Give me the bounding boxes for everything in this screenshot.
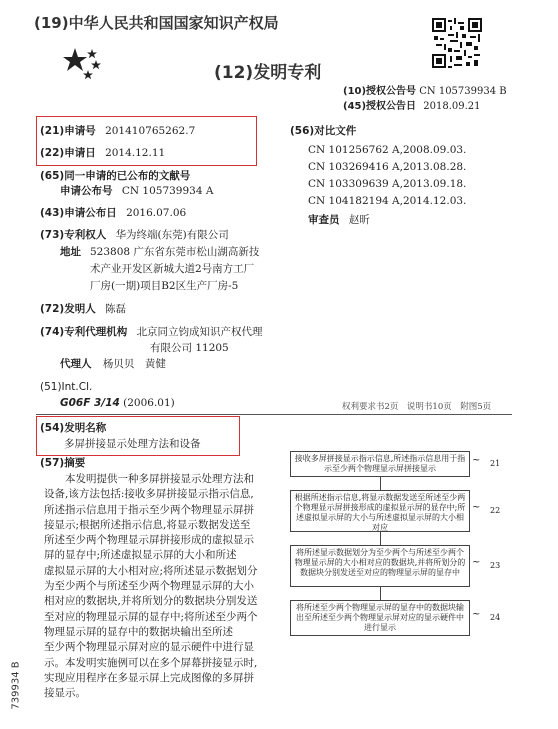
flow-step: 将所述至少两个物理显示屏的显存中的数据块输出至所述至少两个物理显示屏对应的显示硬件中进行显示 (290, 600, 470, 636)
agency-line: 有限公司 11205 (150, 342, 229, 354)
abstract-label: (57)摘要 (40, 457, 86, 469)
flow-connector: ~ (472, 455, 481, 466)
inventor-row (40, 302, 126, 316)
application-date: 2014.12.11 (105, 147, 166, 159)
invention-title: 多屏拼接显示处理方法和设备 (64, 438, 201, 450)
examiner-label: 审查员 (308, 214, 340, 226)
address-label: 地址 (60, 246, 81, 258)
abstract-line: 本发明提供一种多屏拼接显示处理方法和 (44, 473, 254, 485)
abstract-line: 屏的显存中;所述虚拟显示屏的大小和所述 (44, 549, 237, 562)
publication-number-label: 申请公布号 (60, 185, 113, 197)
application-number: 201410765262.7 (105, 125, 196, 137)
flow-connector: ~ (472, 609, 481, 620)
grant-date: 2018.09.21 (423, 101, 481, 112)
document-type: (12)发明专利 (214, 63, 322, 83)
abstract-line: 设备,该方法包括:接收多屏拼接显示指示信息, (44, 488, 254, 501)
inventor: 陈磊 (105, 303, 127, 315)
flow-step-number: 24 (490, 613, 501, 622)
qr-code-icon (432, 18, 482, 68)
patentee: 华为终端(东莞)有限公司 (115, 229, 229, 241)
publication-date-label: (43)申请公布日 (40, 207, 117, 219)
reference-item: CN 103309639 A,2013.09.18. (308, 178, 467, 190)
abstract-text (44, 472, 258, 701)
references-label: (56)对比文件 (290, 125, 357, 137)
publication-number: CN 105739934 A (121, 185, 214, 197)
examiner-row (308, 213, 370, 227)
agency-label: (74)专利代理机构 (40, 326, 128, 338)
abstract-line: 物理显示屏的显存中的数据块输出至所述 (44, 625, 233, 638)
abstract-line: 至少两个物理显示屏对应的显示硬件中进行显 (44, 641, 254, 654)
flow-step-number: 23 (490, 561, 501, 570)
agent-row (60, 357, 166, 371)
reference-item: CN 104182194 A,2014.12.03. (308, 195, 467, 207)
publication-date: 2016.07.06 (126, 207, 187, 219)
flow-step: 根据所述指示信息,将显示数据发送至所述至少两个物理显示屏拼接形成的虚拟显示屏的显存中;所述虚拟显示屏的大小与所述虚拟显示屏的大小相对应 (290, 490, 470, 532)
reference-item: CN 103269416 A,2013.08.28. (308, 161, 467, 173)
abstract-line: 所述指示信息用于指示至少两个物理显示屏拼 (44, 503, 254, 516)
national-emblem-stars-icon (62, 44, 102, 84)
flow-connector: ~ (472, 502, 481, 513)
flow-step-number: 22 (490, 506, 501, 515)
highlight-application-box (36, 116, 257, 166)
address-line: 术产业开发区新城大道2号南方工厂 (90, 263, 255, 275)
int-cl-code: G06F 3/14 (60, 397, 120, 409)
flow-arrow (380, 532, 381, 545)
reference-item: CN 101256762 A,2008.09.03. (308, 144, 467, 156)
publication-date-row (40, 206, 186, 220)
abstract-line: 所述至少两个物理显示屏拼接形成的虚拟显示 (44, 534, 254, 547)
address-line: 523808 广东省东莞市松山湖高新技 (90, 246, 260, 258)
inventor-label: (72)发明人 (40, 303, 96, 315)
application-number-label: (21)申请号 (40, 125, 96, 137)
grant-date-row (343, 100, 481, 114)
title-label: (54)发明名称 (40, 422, 107, 434)
publication-heading: (65)同一申请的已公布的文献号 (40, 170, 191, 182)
page-count: 权利要求书2页 说明书10页 附图5页 (342, 402, 492, 412)
flow-step-number: 21 (490, 459, 501, 468)
patentee-row (40, 228, 229, 242)
flow-arrow (380, 587, 381, 600)
abstract-line: 示。本发明实施例可以在多个屏幕拼接显示时, (44, 656, 258, 669)
int-cl-row (60, 396, 175, 410)
flow-step: 接收多屏拼接显示指示信息,所述指示信息用于指示至少两个物理显示屏拼接显示 (290, 451, 470, 477)
grant-date-label: (45)授权公告日 (343, 101, 417, 112)
examiner: 赵昕 (348, 214, 370, 226)
grant-number-label: (10)授权公告号 (343, 86, 417, 97)
flow-connector: ~ (472, 557, 481, 568)
abstract-line: 虚拟显示屏的大小相对应;将所述显示数据划分 (44, 564, 258, 577)
flow-arrow (380, 477, 381, 490)
abstract-line: 至对应的物理显示屏的显存中;将所述至少两个 (44, 610, 258, 623)
int-cl-year: (2006.01) (123, 397, 175, 409)
office-name: (19)中华人民共和国国家知识产权局 (34, 14, 279, 32)
agent-label: 代理人 (60, 358, 92, 370)
agent: 杨贝贝 黄健 (102, 358, 166, 370)
abstract-line: 接显示;根据所述指示信息,将显示数据发送至 (44, 518, 251, 531)
abstract-line: 相对应的数据块,并将所划分的数据块分别发送 (44, 595, 258, 608)
abstract-line: 为至少两个与所述至少两个物理显示屏的大小 (44, 580, 254, 593)
application-date-label: (22)申请日 (40, 147, 96, 159)
highlight-title-box (36, 416, 240, 456)
address-line: 厂房(一期)项目B2区生产厂房-5 (90, 280, 239, 292)
flow-step: 将所述显示数据划分为至少两个与所述至少两个物理显示屏的大小相对应的数据块,并将所划分的数据块分别发送至对应的物理显示屏的显存中 (290, 545, 470, 587)
divider (36, 414, 512, 415)
publication-number-row (60, 184, 213, 198)
abstract-line: 实现应用程序在多显示屏上完成图像的多屏拼 (44, 671, 254, 684)
patentee-label: (73)专利权人 (40, 229, 107, 241)
vertical-patent-code: 739934 B (10, 661, 22, 710)
grant-number-row (343, 85, 507, 99)
grant-number: CN 105739934 B (419, 86, 507, 97)
agency: 北京同立钧成知识产权代理 (136, 326, 263, 338)
agency-row (40, 325, 263, 339)
int-cl-label: (51)Int.Cl. (40, 381, 93, 393)
abstract-line: 接显示。 (44, 687, 86, 700)
